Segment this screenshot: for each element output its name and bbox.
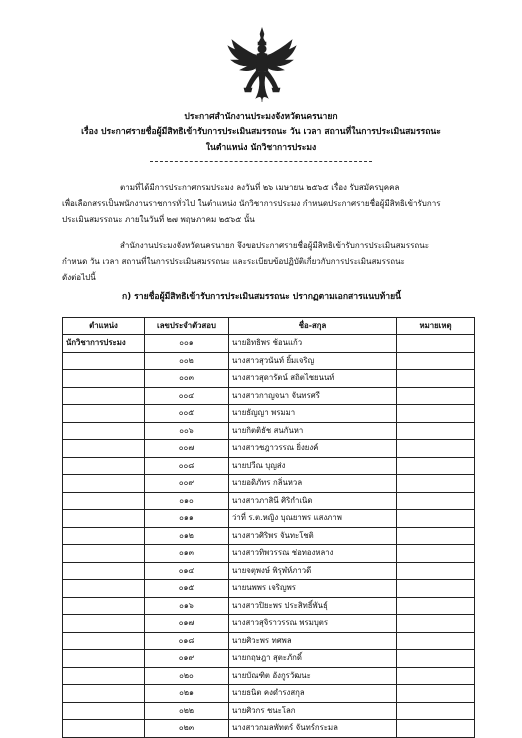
cell-full-name: นายอดิภัทร กลิ่นหวล <box>229 475 397 493</box>
cell-position <box>63 370 145 388</box>
cell-position: นักวิชาการประมง <box>63 335 145 353</box>
cell-remarks <box>397 615 475 633</box>
cell-remarks <box>397 702 475 720</box>
cell-remarks <box>397 475 475 493</box>
table-row <box>63 545 475 563</box>
cell-remarks <box>397 405 475 423</box>
cell-full-name: นางสาวปิยะพร ประสิทธิ์พันธุ์ <box>229 597 397 615</box>
announcement-subject: เรื่อง ประกาศรายชื่อผู้มีสิทธิเข้ารับการประเมินสมรรถนะ วัน เวลา สถานที่ในการประเมินสมรรถนะ <box>81 127 441 137</box>
table-row <box>63 370 475 388</box>
table-row <box>63 702 475 720</box>
cell-remarks <box>397 667 475 685</box>
cell-position <box>63 422 145 440</box>
cell-remarks <box>397 580 475 598</box>
cell-exam-id: ๐๑๕ <box>145 580 229 598</box>
cell-remarks <box>397 457 475 475</box>
cell-remarks <box>397 422 475 440</box>
cell-exam-id: ๐๒๐ <box>145 667 229 685</box>
table-header-row <box>63 318 475 335</box>
cell-remarks <box>397 527 475 545</box>
header-divider <box>150 161 372 162</box>
cell-position <box>63 615 145 633</box>
cell-exam-id: ๐๑๗ <box>145 615 229 633</box>
cell-position <box>63 405 145 423</box>
cell-position <box>63 702 145 720</box>
paragraph-2-line-3: ดังต่อไปนี้ <box>62 273 96 282</box>
announcement-agency: ประกาศสำนักงานประมงจังหวัดนครนายก <box>184 112 338 122</box>
cell-full-name: นายกิตติธัช สนกันหา <box>229 422 397 440</box>
cell-exam-id: ๐๑๘ <box>145 632 229 650</box>
cell-exam-id: ๐๐๕ <box>145 405 229 423</box>
cell-position <box>63 440 145 458</box>
cell-remarks <box>397 352 475 370</box>
paragraph-1-line-1: ตามที่ได้มีการประกาศกรมประมง ลงวันที่ ๒๖ เมษายน ๒๕๖๕ เรื่อง รับสมัครบุคคล <box>120 183 400 192</box>
paragraph-1-line-3: ประเมินสมรรถนะ ภายในวันที่ ๒๗ พฤษภาคม ๒๕๖๕ นั้น <box>62 215 255 224</box>
cell-remarks <box>397 440 475 458</box>
cell-exam-id: ๐๐๘ <box>145 457 229 475</box>
cell-remarks <box>397 387 475 405</box>
cell-position <box>63 562 145 580</box>
cell-position <box>63 685 145 703</box>
cell-position <box>63 457 145 475</box>
column-header-full-name: ชื่อ-สกุล <box>229 318 397 335</box>
cell-position <box>63 387 145 405</box>
cell-full-name: นางสาวศิริพร จันทะโชติ <box>229 527 397 545</box>
cell-remarks <box>397 335 475 353</box>
cell-position <box>63 597 145 615</box>
cell-remarks <box>397 632 475 650</box>
cell-position <box>63 510 145 528</box>
cell-exam-id: ๐๐๔ <box>145 387 229 405</box>
cell-remarks <box>397 510 475 528</box>
cell-exam-id: ๐๐๗ <box>145 440 229 458</box>
cell-exam-id: ๐๑๑ <box>145 510 229 528</box>
cell-position <box>63 720 145 738</box>
column-header-position: ตำแหน่ง <box>63 318 145 335</box>
table-row <box>63 405 475 423</box>
announcement-position: ในตำแหน่ง นักวิชาการประมง <box>205 143 317 153</box>
cell-position <box>63 650 145 668</box>
paragraph-2-line-1: สำนักงานประมงจังหวัดนครนายก จึงขอประกาศรายชื่อผู้มีสิทธิเข้ารับการประเมินสมรรถนะ <box>120 241 429 250</box>
cell-full-name: นางสาวภาสินี ศิริกำเนิด <box>229 492 397 510</box>
cell-full-name: นายอิทธิพร ช้อนแก้ว <box>229 335 397 353</box>
cell-position <box>63 492 145 510</box>
table-row <box>63 457 475 475</box>
table-row <box>63 632 475 650</box>
table-row <box>63 720 475 738</box>
cell-full-name: นายนพพร เจริญพร <box>229 580 397 598</box>
cell-exam-id: ๐๐๙ <box>145 475 229 493</box>
cell-remarks <box>397 650 475 668</box>
table-row <box>63 387 475 405</box>
cell-position <box>63 527 145 545</box>
cell-remarks <box>397 720 475 738</box>
table-row <box>63 527 475 545</box>
cell-full-name: นายศิวกร ชนะโลก <box>229 702 397 720</box>
cell-exam-id: ๐๑๒ <box>145 527 229 545</box>
paragraph-2-line-2: กำหนด วัน เวลา สถานที่ในการประเมินสมรรถนะ และระเบียบข้อปฏิบัติเกี่ยวกับการประเมินสมรรถนะ <box>62 257 405 266</box>
table-row <box>63 667 475 685</box>
cell-full-name: นายธนิต คงดำรงสกุล <box>229 685 397 703</box>
cell-exam-id: ๐๐๒ <box>145 352 229 370</box>
cell-full-name: นายบัณฑิต อังกูรวัฒนะ <box>229 667 397 685</box>
cell-exam-id: ๐๒๒ <box>145 702 229 720</box>
cell-remarks <box>397 685 475 703</box>
cell-exam-id: ๐๒๓ <box>145 720 229 738</box>
table-row <box>63 335 475 353</box>
cell-exam-id: ๐๐๓ <box>145 370 229 388</box>
cell-full-name: นางสาวกาญจนา จันทรศรี <box>229 387 397 405</box>
cell-full-name: ว่าที่ ร.ต.หญิง บุณยาพร แสงภาพ <box>229 510 397 528</box>
column-header-remarks: หมายเหตุ <box>397 318 475 335</box>
cell-full-name: นางสาวกมลพัทตร์ จันทร์กระมล <box>229 720 397 738</box>
cell-full-name: นางสาวสุดารัตน์ สถิตไชยนนท์ <box>229 370 397 388</box>
cell-exam-id: ๐๑๖ <box>145 597 229 615</box>
cell-position <box>63 475 145 493</box>
cell-full-name: นางสาวสุวนันท์ ยิ้มเจริญ <box>229 352 397 370</box>
table-row <box>63 650 475 668</box>
table-row <box>63 597 475 615</box>
cell-exam-id: ๐๐๖ <box>145 422 229 440</box>
cell-exam-id: ๐๑๔ <box>145 562 229 580</box>
cell-position <box>63 632 145 650</box>
table-row <box>63 440 475 458</box>
cell-exam-id: ๐๒๑ <box>145 685 229 703</box>
cell-exam-id: ๐๐๑ <box>145 335 229 353</box>
table-row <box>63 352 475 370</box>
section-heading: ก) รายชื่อผู้มีสิทธิเข้ารับการประเมินสมรรถนะ ปรากฏตามเอกสารแนบท้ายนี้ <box>122 292 401 302</box>
cell-full-name: นายศิวะพร ทศพล <box>229 632 397 650</box>
table-row <box>63 475 475 493</box>
garuda-emblem <box>226 26 298 106</box>
candidate-table <box>62 317 475 738</box>
cell-exam-id: ๐๑๙ <box>145 650 229 668</box>
cell-remarks <box>397 492 475 510</box>
cell-full-name: นายจตุพงษ์ พิรุฬห์ภาวดี <box>229 562 397 580</box>
cell-remarks <box>397 370 475 388</box>
table-row <box>63 492 475 510</box>
paragraph-1-line-2: เพื่อเลือกสรรเป็นพนักงานราชการทั่วไป ในตำแหน่ง นักวิชาการประมง กำหนดประกาศรายชื่อผู้มีสิทธิเข้ารับการ <box>62 199 441 208</box>
table-row <box>63 562 475 580</box>
table-row <box>63 422 475 440</box>
table-row <box>63 580 475 598</box>
cell-position <box>63 545 145 563</box>
cell-remarks <box>397 545 475 563</box>
cell-full-name: นางสาวสุจิราวรรณ พรมบุตร <box>229 615 397 633</box>
cell-full-name: นางสาวทิพวรรณ ช่อทองหลาง <box>229 545 397 563</box>
cell-position <box>63 667 145 685</box>
cell-exam-id: ๐๑๐ <box>145 492 229 510</box>
cell-full-name: นายกฤษฎา สุตะภักดิ์ <box>229 650 397 668</box>
table-row <box>63 615 475 633</box>
cell-full-name: นายปวีณ บุญส่ง <box>229 457 397 475</box>
candidate-table-body <box>63 335 475 738</box>
cell-position <box>63 580 145 598</box>
cell-exam-id: ๐๑๓ <box>145 545 229 563</box>
column-header-exam-id: เลขประจำตัวสอบ <box>145 318 229 335</box>
cell-remarks <box>397 562 475 580</box>
table-row <box>63 685 475 703</box>
table-row <box>63 510 475 528</box>
cell-position <box>63 352 145 370</box>
cell-remarks <box>397 597 475 615</box>
cell-full-name: นางสาวชฎาวรรณ ยิ่งยงค์ <box>229 440 397 458</box>
cell-full-name: นายธัญญา พรมมา <box>229 405 397 423</box>
